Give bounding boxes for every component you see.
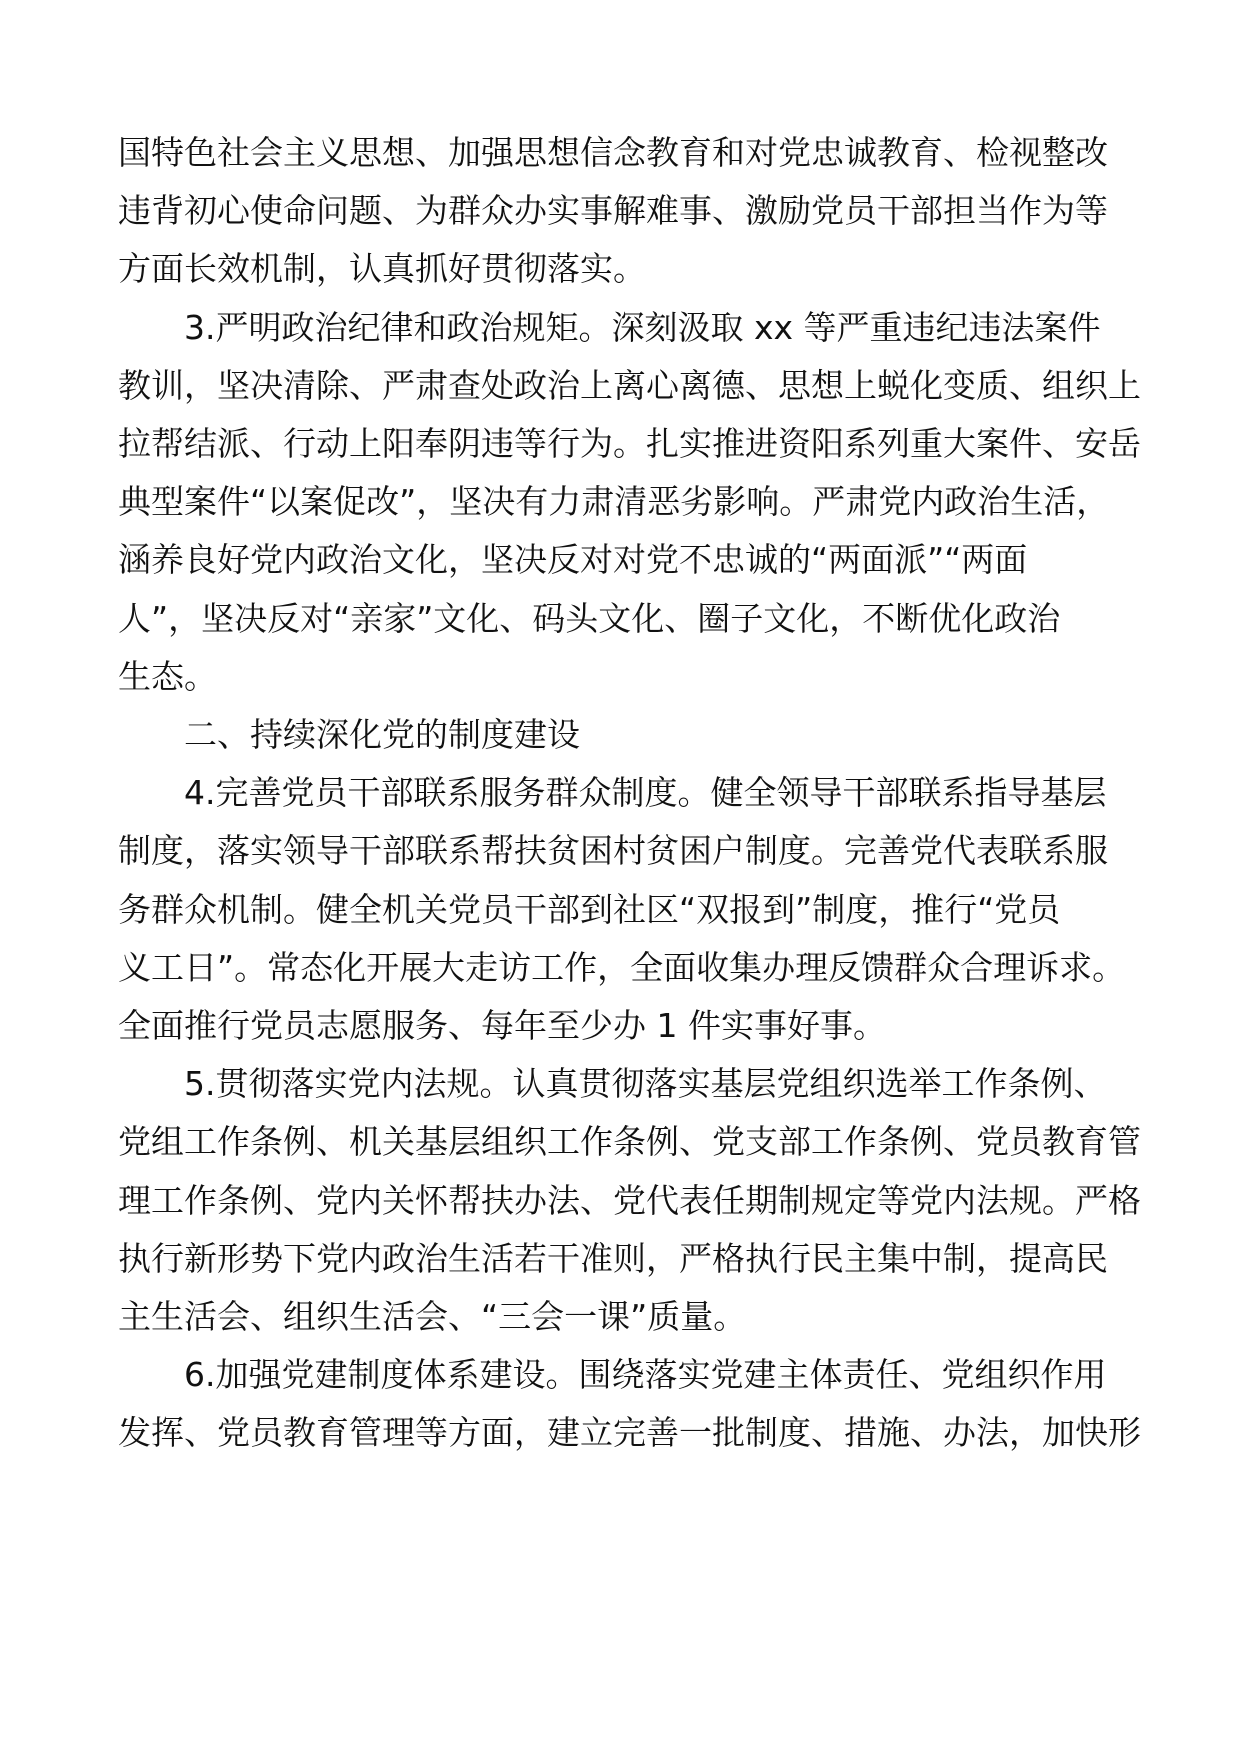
text-line: 国特色社会主义思想、加强思想信念教育和对党忠诚教育、检视整改 — [118, 133, 1108, 172]
text-line: 人”，坚决反对“亲家”文化、码头文化、圈子文化，不断优化政治 — [118, 598, 1061, 638]
text-line: 二、持续深化党的制度建设 — [184, 715, 580, 754]
text-line: 涵养良好党内政治文化，坚决反对对党不忠诚的“两面派”“两面 — [118, 540, 1028, 580]
text-line: 制度，落实领导干部联系帮扶贫困村贫困户制度。完善党代表联系服 — [118, 831, 1108, 871]
text-line: 党组工作条例、机关基层组织工作条例、党支部工作条例、党员教育管 — [118, 1122, 1141, 1162]
text-line: 5.贯彻落实党内法规。认真贯彻落实基层党组织选举工作条例、 — [184, 1064, 1107, 1104]
text-line: 理工作条例、党内关怀帮扶办法、党代表任期制规定等党内法规。严格 — [118, 1180, 1141, 1220]
text-line: 执行新形势下党内政治生活若干准则，严格执行民主集中制，提高民 — [118, 1238, 1108, 1278]
text-line: 生态。 — [118, 656, 217, 696]
text-line: 全面推行党员志愿服务、每年至少办 1 件实事好事。 — [118, 1006, 886, 1045]
text-line: 务群众机制。健全机关党员干部到社区“双报到”制度，推行“党员 — [118, 889, 1061, 929]
text-line: 拉帮结派、行动上阳奉阴违等行为。扎实推进资阳系列重大案件、安岳 — [118, 424, 1141, 463]
text-line: 典型案件“以案促改”，坚决有力肃清恶劣影响。严肃党内政治生活， — [118, 482, 1110, 522]
text-line: 违背初心使命问题、为群众办实事解难事、激励党员干部担当作为等 — [118, 191, 1108, 231]
text-line: 发挥、党员教育管理等方面，建立完善一批制度、措施、办法，加快形 — [118, 1413, 1141, 1453]
text-line: 方面长效机制，认真抓好贯彻落实。 — [118, 249, 646, 289]
text-line: 主生活会、组织生活会、“三会一课”质量。 — [118, 1297, 747, 1336]
text-line: 4.完善党员干部联系服务群众制度。健全领导干部联系指导基层 — [184, 773, 1107, 813]
text-line: 教训，坚决清除、严肃查处政治上离心离德、思想上蜕化变质、组织上 — [118, 365, 1141, 405]
text-line: 6.加强党建制度体系建设。围绕落实党建主体责任、党组织作用 — [184, 1355, 1107, 1395]
text-line: 3.严明政治纪律和政治规矩。深刻汲取 xx 等严重违纪违法案件 — [184, 307, 1101, 347]
text-line: 义工日”。常态化开展大走访工作，全面收集办理反馈群众合理诉求。 — [118, 947, 1126, 987]
